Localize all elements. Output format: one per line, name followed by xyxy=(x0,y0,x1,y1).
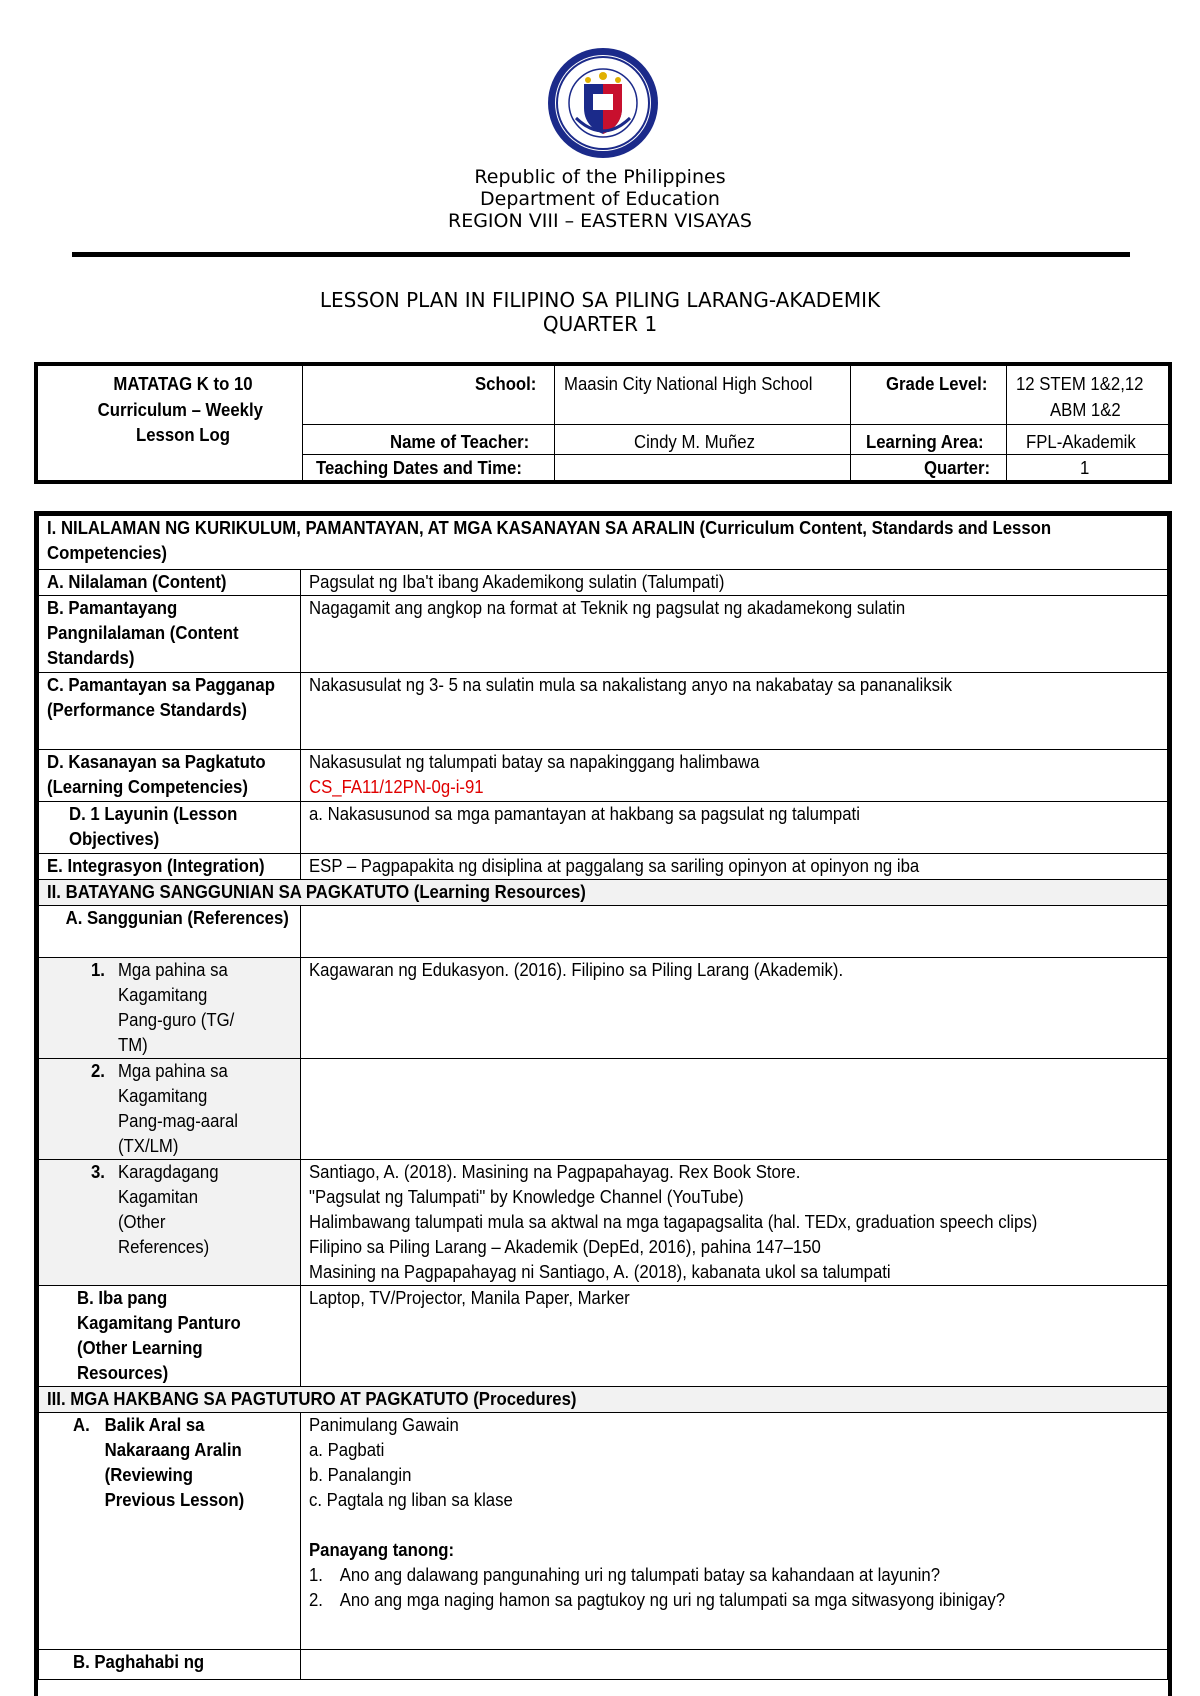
performance-standards-value: Nakasusulat ng 3- 5 na sulatin mula sa nakalistang anyo na nakabatay sa pananaliksik xyxy=(309,675,953,695)
table-row xyxy=(39,906,1168,958)
other-resources-value: Laptop, TV/Projector, Manila Paper, Marker xyxy=(309,1288,630,1308)
balik-aral-label: Balik Aral sa Nakaraang Aralin (Reviewing Previous Lesson) xyxy=(104,1415,245,1510)
content-label: A. Nilalaman (Content) xyxy=(47,572,227,592)
ref-1-label: Mga pahina sa Kagamitang Pang-guro (TG/ TM) xyxy=(117,960,235,1055)
ref-3-line-4: Filipino sa Piling Larang – Akademik (DepEd, 2016), pahina 147–150 xyxy=(309,1237,821,1257)
learning-competencies-label: D. Kasanayan sa Pagkatuto (Learning Competencies) xyxy=(47,752,266,797)
content-standards-value: Nagagamit ang angkop na format at Teknik ng pagsulat ng akadamekong sulatin xyxy=(309,598,906,618)
ref-3-line-3: Halimbawang talumpati mula sa aktwal na mga tagapagsalita (hal. TEDx, graduation speech clips) xyxy=(309,1212,1038,1232)
lesson-objectives-label: D. 1 Layunin (Lesson Objectives) xyxy=(69,804,238,849)
grade-level-value-1: 12 STEM 1&2,12 xyxy=(1016,374,1144,394)
integration-label: E. Integrasyon (Integration) xyxy=(47,856,265,876)
balik-aral-line-1: Panimulang Gawain xyxy=(309,1415,459,1435)
grade-level-value-2: ABM 1&2 xyxy=(1050,400,1121,420)
curriculum-label-1: MATATAG K to 10 xyxy=(113,374,253,394)
section-2-header-row xyxy=(39,880,1168,906)
teaching-dates-label: Teaching Dates and Time: xyxy=(316,458,522,478)
ref-3-label: Karagdagang Kagamitan (Other References) xyxy=(117,1162,219,1257)
table-row xyxy=(39,1059,1168,1160)
table-row xyxy=(39,802,1168,854)
question-2-number: 2. xyxy=(309,1590,323,1610)
balik-aral-line-2: a. Pagbati xyxy=(309,1440,385,1460)
question-2: Ano ang mga naging hamon sa pagtukoy ng uri ng talumpati sa mga sitwasyong ibinigay? xyxy=(339,1590,1006,1610)
ref-2-number: 2. xyxy=(91,1061,105,1081)
lesson-table xyxy=(38,515,1168,1680)
region-text: REGION VIII – EASTERN VISAYAS xyxy=(448,210,752,232)
other-resources-label: B. Iba pang Kagamitang Panturo (Other Learning Resources) xyxy=(77,1288,241,1383)
table-row xyxy=(39,1650,1168,1680)
question-1: Ano ang dalawang pangunahing uri ng talumpati batay sa kahandaan at layunin? xyxy=(339,1565,941,1585)
table-row xyxy=(39,673,1168,750)
quarter-label: Quarter: xyxy=(924,458,991,478)
ref-3-line-5: Masining na Pagpapahayag ni Santiago, A. (2018), kabanata ukol sa talumpati xyxy=(309,1262,891,1282)
curriculum-label-2: Curriculum – Weekly xyxy=(97,400,263,420)
ref-1-number: 1. xyxy=(91,960,105,980)
lesson-objectives-value: a. Nakasusunod sa mga pamantayan at hakbang sa pagsulat ng talumpati xyxy=(309,804,860,824)
table-row xyxy=(39,1286,1168,1387)
ref-3-number: 3. xyxy=(91,1162,105,1182)
learning-competencies-value: Nakasusulat ng talumpati batay sa napakinggang halimbawa xyxy=(309,752,760,772)
ref-2-label: Mga pahina sa Kagamitang Pang-mag-aaral (TX/LM) xyxy=(117,1061,239,1156)
performance-standards-label: C. Pamantayan sa Pagganap (Performance Standards) xyxy=(47,675,275,720)
header-rule xyxy=(72,252,1130,257)
balik-aral-letter: A. xyxy=(73,1415,90,1435)
table-row xyxy=(39,1413,1168,1650)
teacher-value: Cindy M. Muñez xyxy=(634,432,755,452)
section-1-header-row xyxy=(39,516,1168,570)
content-value: Pagsulat ng Iba't ibang Akademikong sulatin (Talumpati) xyxy=(309,572,725,592)
table-row xyxy=(39,750,1168,802)
learning-area-label: Learning Area: xyxy=(866,432,984,452)
table-row xyxy=(39,958,1168,1059)
school-label: School: xyxy=(475,374,537,394)
section-2-header: II. BATAYANG SANGGUNIAN SA PAGKATUTO (Learning Resources) xyxy=(47,882,586,902)
ref-1-value: Kagawaran ng Edukasyon. (2016). Filipino sa Piling Larang (Akademik). xyxy=(309,960,844,980)
balik-aral-line-4: c. Pagtala ng liban sa klase xyxy=(309,1490,513,1510)
learning-area-value: FPL-Akademik xyxy=(1026,432,1136,452)
question-1-number: 1. xyxy=(309,1565,323,1585)
department-text: Department of Education xyxy=(480,188,720,210)
ref-3-line-1: Santiago, A. (2018). Masining na Pagpapahayag. Rex Book Store. xyxy=(309,1162,801,1182)
table-row xyxy=(39,596,1168,673)
content-standards-label: B. Pamantayang Pangnilalaman (Content Standards) xyxy=(47,598,239,668)
teacher-label: Name of Teacher: xyxy=(390,432,530,452)
table-row xyxy=(39,854,1168,880)
section-3-header: III. MGA HAKBANG SA PAGTUTURO AT PAGKATUTO (Procedures) xyxy=(47,1389,577,1409)
integration-value: ESP – Pagpapakita ng disiplina at paggalang sa sariling opinyon at opinyon ng iba xyxy=(309,856,920,876)
deped-seal-logo xyxy=(546,46,660,160)
section-3-header-row xyxy=(39,1387,1168,1413)
curriculum-label-3: Lesson Log xyxy=(136,425,230,445)
lesson-plan-title: LESSON PLAN IN FILIPINO SA PILING LARANG-AKADEMIK xyxy=(319,288,881,312)
quarter-value: 1 xyxy=(1080,458,1090,478)
references-label: A. Sanggunian (References) xyxy=(65,908,289,928)
competency-code: CS_FA11/12PN-0g-i-91 xyxy=(309,777,484,797)
ref-3-line-2: "Pagsulat ng Talumpati" by Knowledge Channel (YouTube) xyxy=(309,1187,744,1207)
balik-aral-line-3: b. Panalangin xyxy=(309,1465,412,1485)
republic-text: Republic of the Philippines xyxy=(474,166,726,188)
grade-level-label: Grade Level: xyxy=(886,374,988,394)
section-1-header: I. NILALAMAN NG KURIKULUM, PAMANTAYAN, AT MGA KASANAYAN SA ARALIN (Curriculum Content, Standards and Lesson Competencies) xyxy=(47,518,1052,563)
panayang-tanong-title: Panayang tanong: xyxy=(309,1540,455,1560)
table-row xyxy=(39,570,1168,596)
school-value: Maasin City National High School xyxy=(564,374,813,394)
table-row xyxy=(39,1160,1168,1286)
paghahabi-label: B. Paghahabi ng xyxy=(73,1652,205,1672)
quarter-title: QUARTER 1 xyxy=(542,312,658,336)
